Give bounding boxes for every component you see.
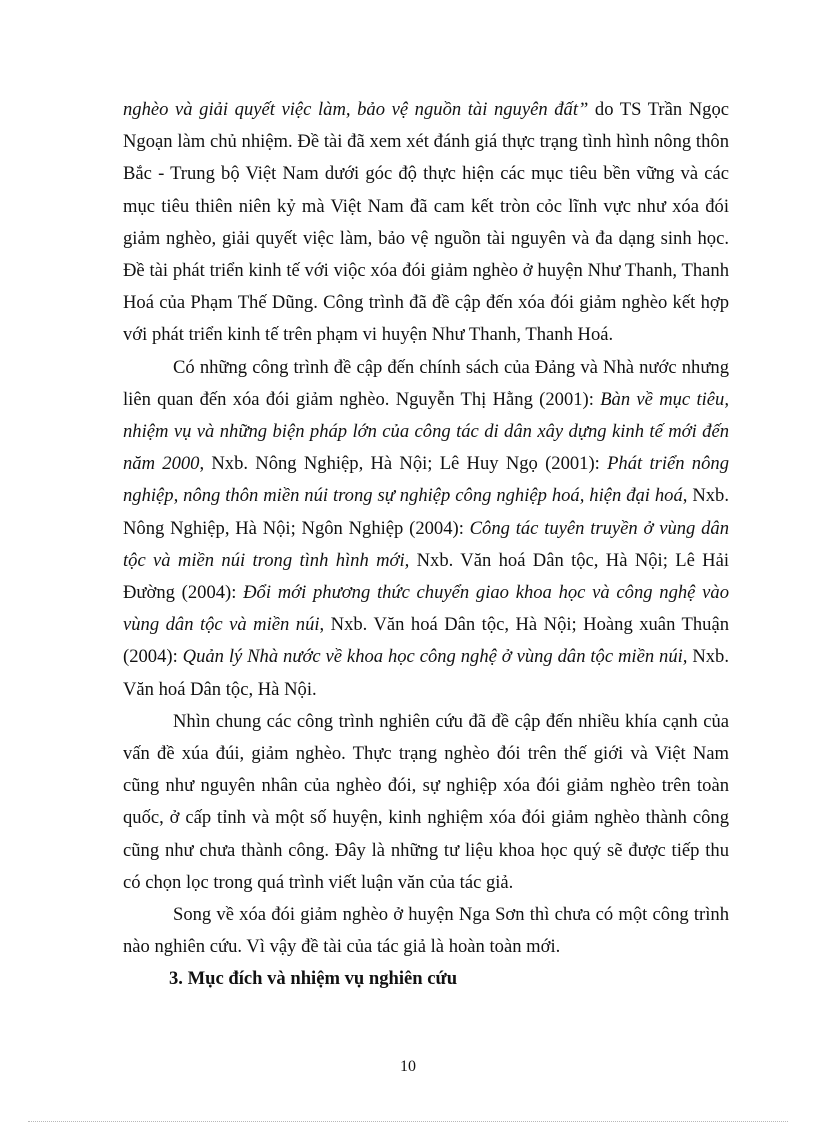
text-run: , Nxb. Văn hoá Dân tộc, Hà Nội; Hoàng xuân Thuận (2004): — [123, 614, 729, 668]
paragraph-2 — [123, 352, 729, 706]
italic-text-run: Bàn về mục tiêu, nhiệm vụ và những biện pháp lớn của công tác di dân xây dựng kinh tế mới đến năm 2000 — [123, 388, 729, 475]
italic-text-run: Quản lý Nhà nước về khoa học công nghệ ở vùng dân tộc miền núi, — [182, 646, 688, 668]
body-text — [123, 94, 729, 996]
text-run: Có những công trình đề cập đến chính sách của Đảng và Nhà nước nhưng liên quan đến xóa đói giảm nghèo. Nguyễn Thị Hằng (2001): — [123, 356, 729, 410]
text-run: , Nxb. Nông Nghiệp, Hà Nội; Lê Huy Ngọ (2001): — [199, 453, 608, 475]
section-heading: 3. Mục đích và nhiệm vụ nghiên cứu — [169, 968, 458, 990]
text-run: Nhìn chung các công trình nghiên cứu đã đề cập đến nhiều khía cạnh của vấn đề xúa đúi, giảm nghèo. Thực trạng nghèo đói trên thế giới và Việt Nam cũng như nguyên nhân của nghèo đói, sự nghiệp xóa đói giảm nghèo trên toàn quốc, ở cấp tỉnh và một số huyện, kinh nghiệm xóa đói giảm nghèo thành công cũng như chưa thành công. Đây là những tư liệu khoa học quý sẽ được tiếp thu có chọn lọc trong quá trình viết luận văn của tác giả. — [123, 710, 729, 893]
text-run: Nxb. Văn hoá Dân tộc, Hà Nội. — [123, 646, 729, 700]
italic-text-run: Phát triển nông nghiệp, nông thôn miền núi trong sự nghiệp công nghiệp hoá, hiện đại hoá — [123, 453, 729, 507]
text-run: Song về xóa đói giảm nghèo ở huyện Nga Sơn thì chưa có một công trình nào nghiên cứu. Vì vậy đề tài của tác giả là hoàn toàn mới. — [123, 904, 729, 958]
paragraph-1 — [123, 94, 729, 352]
text-run: do TS Trần Ngọc Ngoạn làm chủ nhiệm. Đề tài đã xem xét đánh giá thực trạng tình hình nông thôn Bắc - Trung bộ Việt Nam dưới góc độ thực hiện các mục tiêu bền vững và các mục tiêu thiên niên kỷ mà Việt Nam đã cam kết tròn cỏc lĩnh vực như xóa đói giảm nghèo, giải quyết việc làm, bảo vệ nguồn tài nguyên và đa dạng sinh học. Đề tài phát triển kinh tế với viộc xóa đói giảm nghèo ở huyện Như Thanh, Thanh Hoá của Phạm Thế Dũng. Công trình đã đề cập đến xóa đói giảm nghèo kết hợp với phát triển kinh tế trên phạm vi huyện Như Thanh, Thanh Hoá. — [123, 99, 729, 346]
paragraph-4 — [123, 899, 729, 963]
italic-text-run: nghèo và giải quyết việc làm, bảo vệ nguồn tài nguyên đất” — [123, 99, 589, 120]
page-number: 10 — [400, 1058, 416, 1075]
page-bottom-divider — [28, 1121, 788, 1122]
italic-text-run: Đổi mới phương thức chuyển giao khoa học và công nghệ vào vùng dân tộc và miền núi — [123, 582, 729, 636]
italic-text-run: Công tác tuyên truyền ở vùng dân tộc và miền núi trong tình hình mới, — [123, 517, 729, 571]
text-run: Nxb. Văn hoá Dân tộc, Hà Nội; Lê Hải Đường (2004): — [123, 549, 729, 604]
text-run: , Nxb. Nông Nghiệp, Hà Nội; Ngôn Nghiệp (2004): — [123, 485, 729, 539]
paragraph-3 — [123, 706, 729, 899]
